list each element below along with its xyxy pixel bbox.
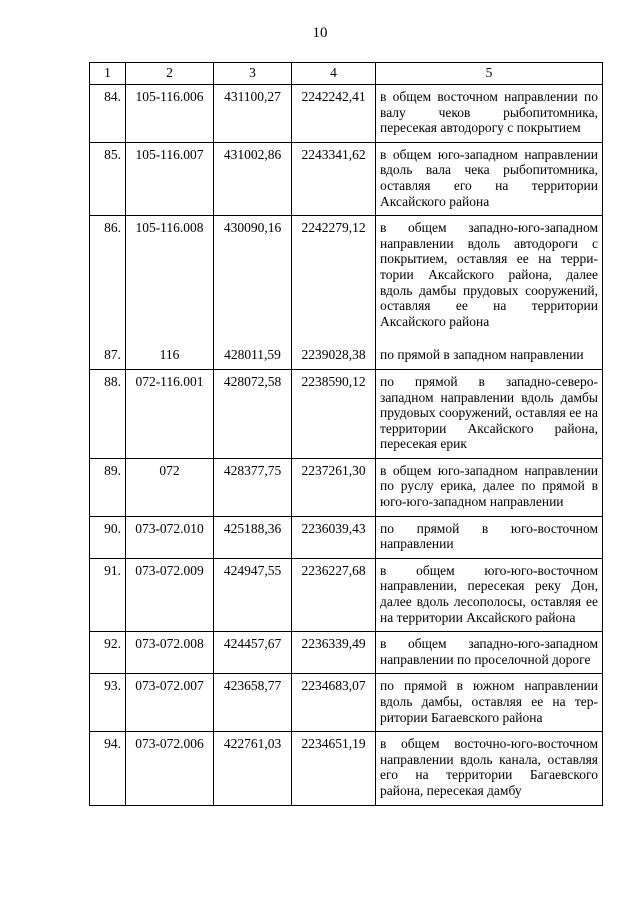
coord-x: 428011,59: [214, 335, 292, 369]
table-row: [90, 632, 603, 674]
coord-y: 2236339,49: [292, 632, 376, 674]
coord-x: 428377,75: [214, 458, 292, 516]
page-number: 10: [312, 25, 328, 41]
row-number: 84.: [90, 85, 126, 143]
route-description: по прямой в юго-восточном направлении: [376, 516, 603, 558]
coord-y: 2236227,68: [292, 558, 376, 631]
route-description: по прямой в западно-северо-западном направлении вдоль дамбы прудовых сооружений, оставляя ее на территории Аксайского района, пересекая ерик: [376, 369, 603, 458]
header-col-3: 3: [214, 63, 292, 85]
coord-y: 2238590,12: [292, 369, 376, 458]
point-id: 073-072.010: [126, 516, 214, 558]
row-number: 85.: [90, 142, 126, 215]
row-number: 94.: [90, 732, 126, 805]
route-description: в общем восточно-юго-восточном направлении вдоль канала, оставляя его на территории Багаевского района, пересекая дамбу: [376, 732, 603, 805]
coord-x: 430090,16: [214, 216, 292, 336]
row-number: 93.: [90, 674, 126, 732]
point-id: 105-116.007: [126, 142, 214, 215]
route-description: в общем восточном направлении по валу чеков рыбопитомника, пересекая автодорогу с покрытием: [376, 85, 603, 143]
row-number: 88.: [90, 369, 126, 458]
route-description: в общем западно-юго-западном направлении по проселочной дороге: [376, 632, 603, 674]
header-col-1: 1: [90, 63, 126, 85]
boundary-points-table: [89, 62, 603, 806]
table-header-row: [90, 63, 603, 85]
row-number: 91.: [90, 558, 126, 631]
coord-x: 431100,27: [214, 85, 292, 143]
row-number: 90.: [90, 516, 126, 558]
table-row: [90, 216, 603, 336]
row-number: 89.: [90, 458, 126, 516]
row-number: 92.: [90, 632, 126, 674]
coord-x: 428072,58: [214, 369, 292, 458]
table-row: [90, 142, 603, 215]
point-id: 116: [126, 335, 214, 369]
route-description: в общем западно-юго-западном направлении вдоль автодороги с покрытием, оставляя ее на территории Аксайского района, далее вдоль дамбы прудовых сооружений, оставляя ее на территории Аксайского района: [376, 216, 603, 336]
coord-x: 424947,55: [214, 558, 292, 631]
table-row: [90, 674, 603, 732]
row-number: 87.: [90, 335, 126, 369]
table-row: [90, 335, 603, 369]
coord-y: 2242279,12: [292, 216, 376, 336]
table-row: [90, 85, 603, 143]
coord-x: 431002,86: [214, 142, 292, 215]
table-row: [90, 516, 603, 558]
point-id: 105-116.006: [126, 85, 214, 143]
coord-y: 2234683,07: [292, 674, 376, 732]
coord-y: 2234651,19: [292, 732, 376, 805]
table-row: [90, 369, 603, 458]
point-id: 073-072.009: [126, 558, 214, 631]
table-row: [90, 732, 603, 805]
point-id: 073-072.007: [126, 674, 214, 732]
coord-x: 422761,03: [214, 732, 292, 805]
coord-y: 2236039,43: [292, 516, 376, 558]
coord-y: 2237261,30: [292, 458, 376, 516]
coord-x: 425188,36: [214, 516, 292, 558]
route-description: в общем юго-юго-восточном направлении, пересекая реку Дон, далее вдоль лесополосы, оставляя ее на территории Аксайского района: [376, 558, 603, 631]
header-col-5: 5: [376, 63, 603, 85]
point-id: 072: [126, 458, 214, 516]
route-description: по прямой в южном направлении вдоль дамбы, оставляя ее на территории Багаевского района: [376, 674, 603, 732]
point-id: 072-116.001: [126, 369, 214, 458]
point-id: 073-072.008: [126, 632, 214, 674]
coord-y: 2242242,41: [292, 85, 376, 143]
coord-y: 2239028,38: [292, 335, 376, 369]
point-id: 105-116.008: [126, 216, 214, 336]
header-col-2: 2: [126, 63, 214, 85]
route-description: в общем юго-западном направлении вдоль вала чека рыбопитомника, оставляя его на территории Аксайского района: [376, 142, 603, 215]
route-description: в общем юго-западном направлении по руслу ерика, далее по прямой в юго-юго-западном направлении: [376, 458, 603, 516]
point-id: 073-072.006: [126, 732, 214, 805]
coord-y: 2243341,62: [292, 142, 376, 215]
coord-x: 423658,77: [214, 674, 292, 732]
header-col-4: 4: [292, 63, 376, 85]
route-description: по прямой в западном направлении: [376, 335, 603, 369]
table-row: [90, 558, 603, 631]
row-number: 86.: [90, 216, 126, 336]
table-row: [90, 458, 603, 516]
coord-x: 424457,67: [214, 632, 292, 674]
